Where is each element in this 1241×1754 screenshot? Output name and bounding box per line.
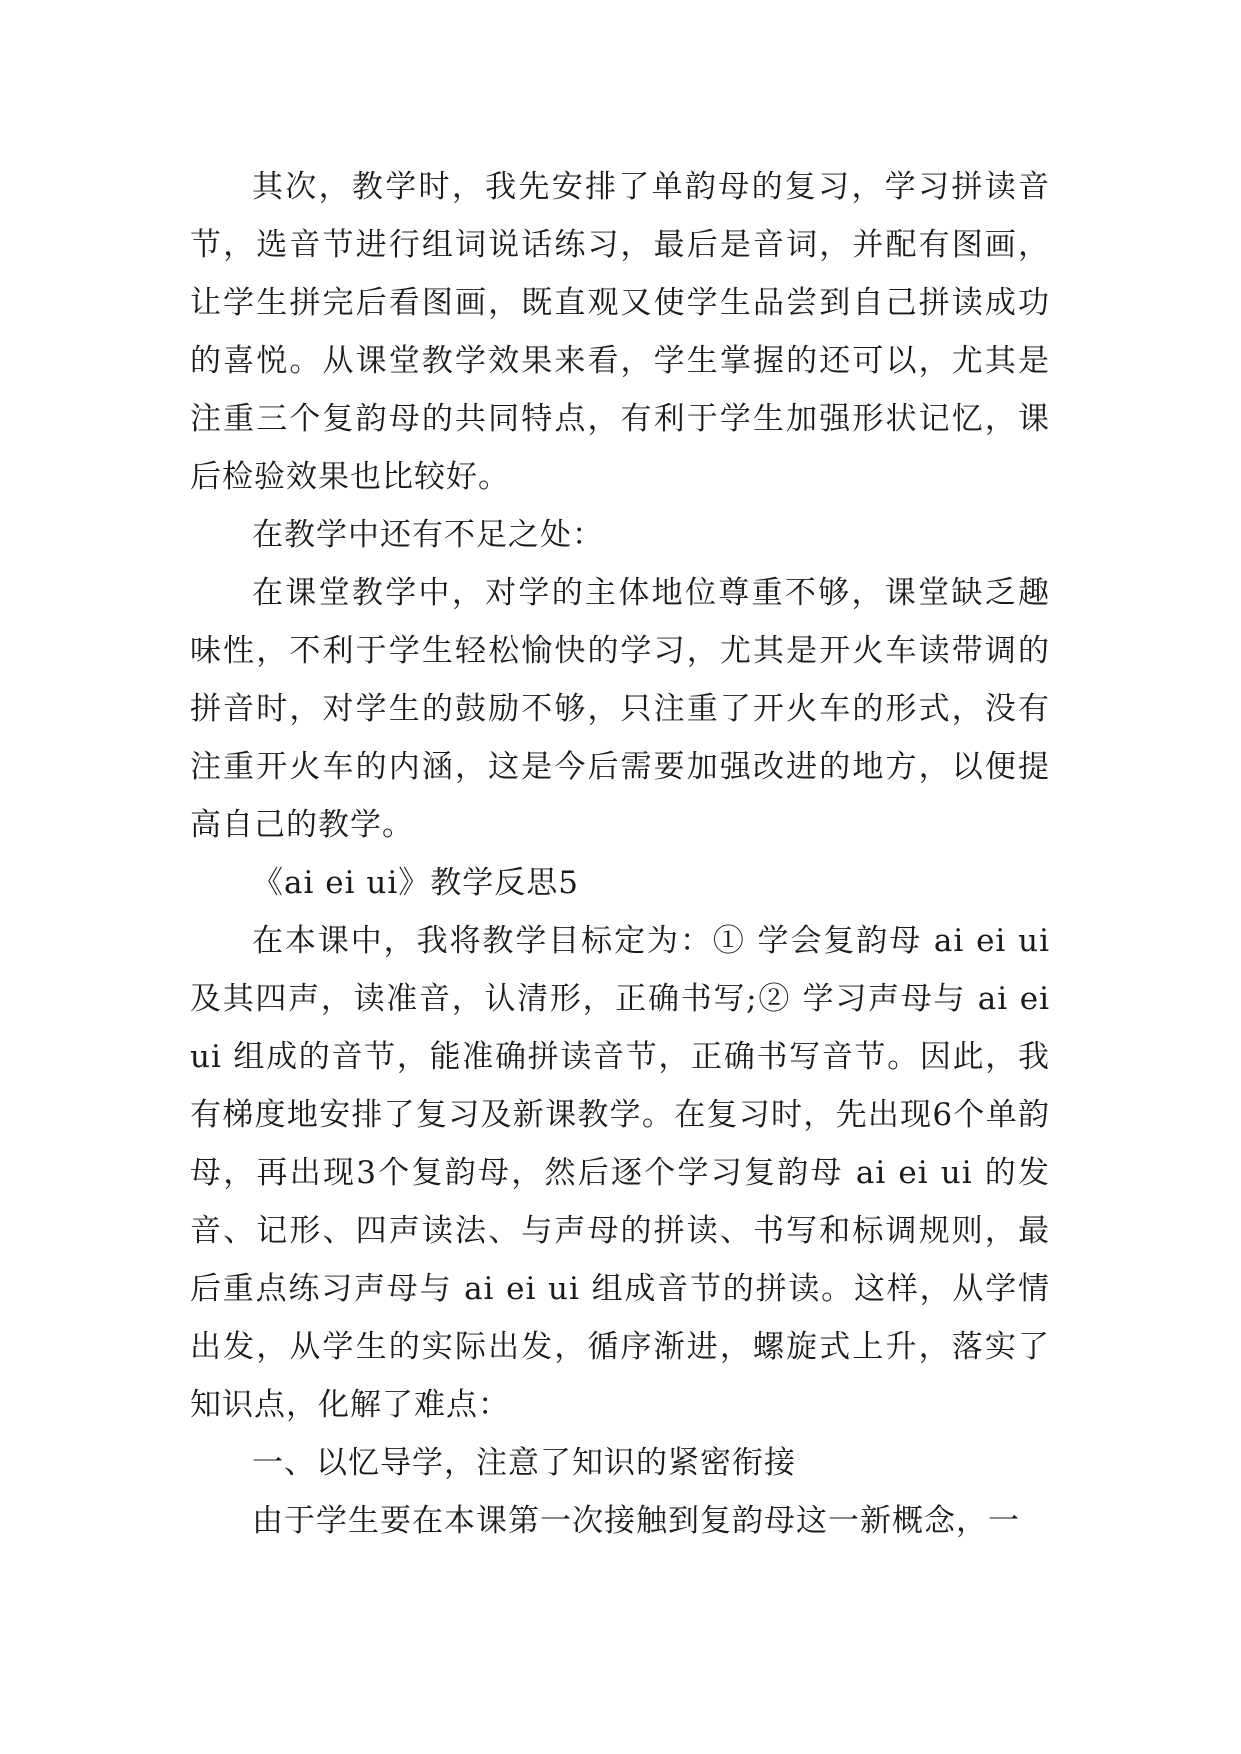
paragraph-shortcomings-detail: 在课堂教学中，对学的主体地位尊重不够，课堂缺乏趣味性，不利于学生轻松愉快的学习，尤其是开火车读带调的拼音时，对学生的鼓励不够，只注重了开火车的形式，没有注重开火车的内涵，这是今后需要加强改进的地方，以便提高自己的教学。 [190, 575, 1050, 843]
section-title-reflection-5: 《ai ei ui》教学反思5 [252, 865, 579, 901]
paragraph-teaching-goals: 在本课中，我将教学目标定为：① 学会复韵母 ai ei ui 及其四声，读准音，认清形，正确书写;② 学习声母与 ai ei ui 组成的音节，能准确拼读音节，正确书写音节。因此，我有梯度地安排了复习及新课教学。在复习时，先出现6个单韵母，再出现3个复韵母，然后逐个学习复韵母 ai ei ui 的发音、记形、四声读法、与声母的拼读、书写和标调规则，最后重点练习声母与 ai ei ui 组成音节的拼读。这样，从学情出发，从学生的实际出发，循序渐进，螺旋式上升，落实了知识点，化解了难点： [190, 923, 1050, 1423]
document-body [190, 158, 1050, 1550]
paragraph-shortcomings-intro: 在教学中还有不足之处： [252, 517, 604, 553]
paragraph-first-contact: 由于学生要在本课第一次接触到复韵母这一新概念，一 [252, 1503, 1020, 1539]
subheading-point-one: 一、以忆导学，注意了知识的紧密衔接 [252, 1445, 796, 1481]
paragraph-review-arrangement: 其次，教学时，我先安排了单韵母的复习，学习拼读音节，选音节进行组词说话练习，最后是音词，并配有图画，让学生拼完后看图画，既直观又使学生品尝到自己拼读成功的喜悦。从课堂教学效果来看，学生掌握的还可以，尤其是注重三个复韵母的共同特点，有利于学生加强形状记忆，课后检验效果也比较好。 [190, 169, 1050, 495]
